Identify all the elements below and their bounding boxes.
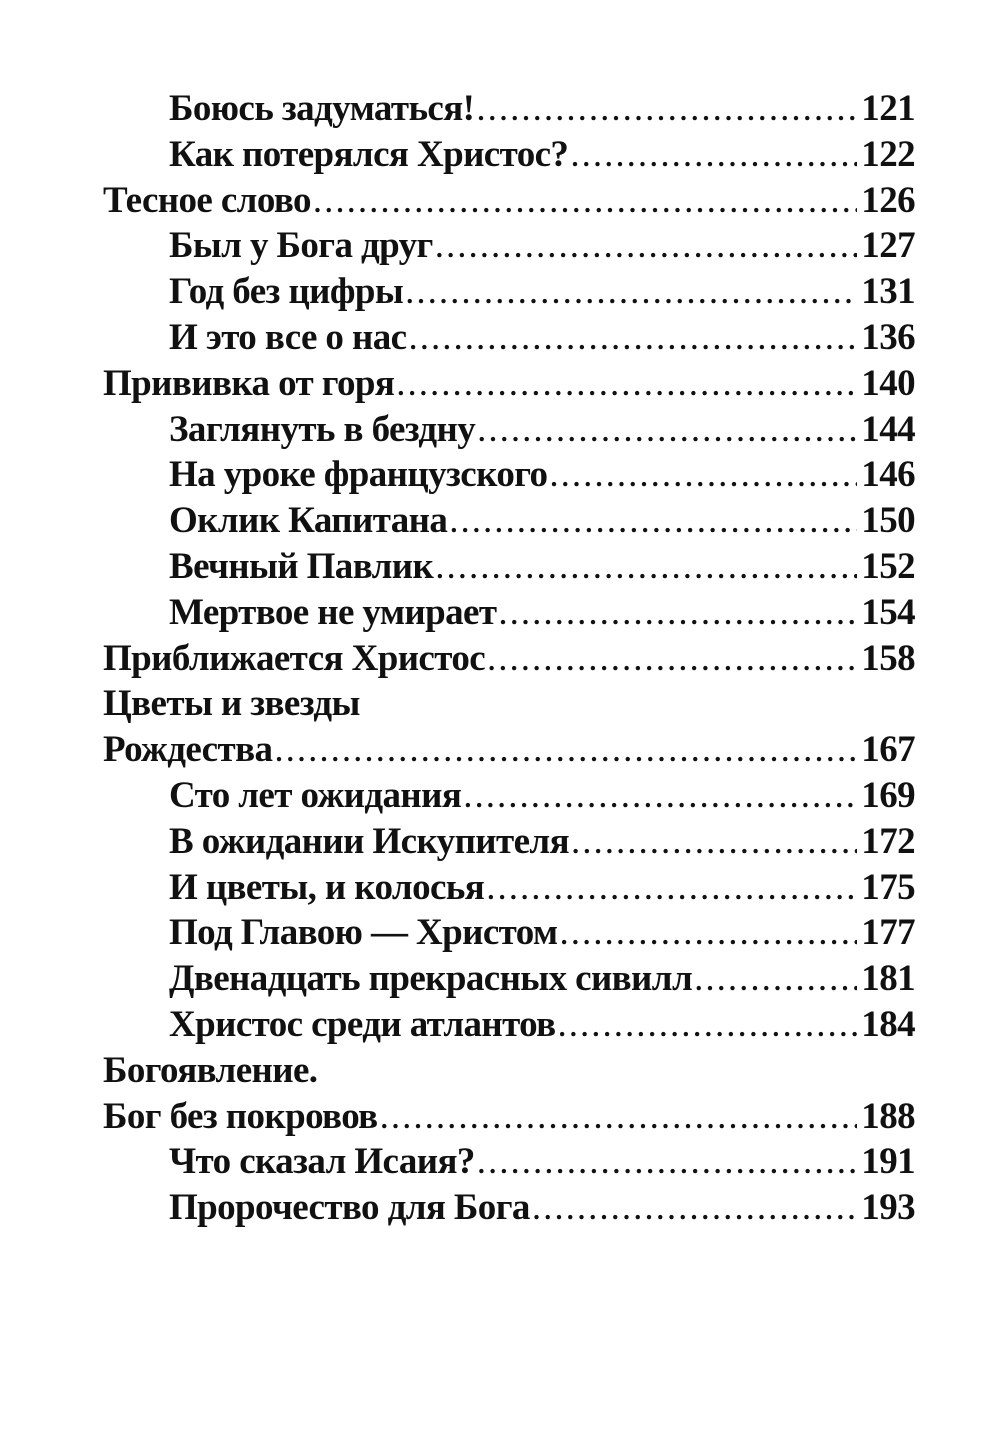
- toc-entry-title: Приближается Христос: [103, 637, 486, 679]
- toc-entry-title: Сто лет ожидания: [169, 774, 462, 816]
- toc-entry[interactable]: [103, 865, 915, 911]
- dot-leader: [313, 178, 857, 224]
- toc-entry-page: 140: [861, 362, 915, 404]
- toc-entry-page: 122: [861, 133, 915, 175]
- toc-entry-title: Рождества: [103, 729, 273, 771]
- toc-entry[interactable]: [103, 590, 915, 636]
- dot-leader: [487, 636, 857, 682]
- toc-entry-title: Христос среди атлантов: [169, 1003, 556, 1045]
- toc-entry[interactable]: [103, 407, 915, 453]
- dot-leader: [274, 727, 857, 773]
- dot-leader: [405, 269, 857, 315]
- toc-entry-page: 188: [861, 1095, 915, 1137]
- toc-entry-page: 191: [861, 1141, 915, 1183]
- toc-entry-title: Богоявление.: [103, 1049, 318, 1091]
- toc-entry-page: 193: [861, 1187, 915, 1229]
- toc-entry-page: 121: [861, 88, 915, 129]
- toc-entry-page: 127: [861, 225, 915, 267]
- toc-entry[interactable]: [103, 269, 915, 315]
- toc-entry-title: Вечный Павлик: [169, 545, 434, 587]
- dot-leader: [570, 132, 857, 178]
- toc-entry-title: Был у Бога друг: [169, 225, 433, 267]
- toc-entry-title: В ожидании Искупителя: [169, 820, 569, 862]
- toc-entry-page: 152: [861, 545, 915, 587]
- toc-entry[interactable]: [103, 223, 915, 269]
- toc-entry[interactable]: [103, 773, 915, 819]
- toc-entry-page: 136: [861, 316, 915, 358]
- toc-entry-title: Двенадцать прекрасных сивилл: [169, 958, 693, 1000]
- dot-leader: [532, 1185, 857, 1231]
- toc-entry[interactable]: [103, 956, 915, 1002]
- toc-entry[interactable]: [103, 498, 915, 544]
- toc-entry-page: 181: [861, 958, 915, 1000]
- dot-leader: [549, 452, 857, 498]
- dot-leader: [396, 361, 857, 407]
- toc-entry[interactable]: [103, 1139, 915, 1185]
- toc-entry-title: Заглянуть в бездну: [169, 408, 476, 450]
- dot-leader: [476, 86, 857, 132]
- toc-entry[interactable]: [103, 315, 915, 361]
- toc-entry[interactable]: [103, 681, 915, 727]
- toc-entry-title: Мертвое не умирает: [169, 591, 497, 633]
- toc-entry-title: Боюсь задуматься!: [169, 88, 475, 129]
- toc-entry[interactable]: [103, 452, 915, 498]
- toc-entry-title: Бог без покровов: [103, 1095, 378, 1137]
- dot-leader: [498, 590, 857, 636]
- toc-entry-title: И цветы, и колосья: [169, 866, 485, 908]
- toc-entry[interactable]: [103, 1002, 915, 1048]
- toc-entry[interactable]: [103, 544, 915, 590]
- toc-entry-page: 150: [861, 500, 915, 542]
- toc-entry-page: 131: [861, 271, 915, 313]
- toc-entry-page: 177: [861, 912, 915, 954]
- toc-entry[interactable]: [103, 819, 915, 865]
- toc-entry[interactable]: [103, 361, 915, 407]
- toc-entry[interactable]: [103, 636, 915, 682]
- dot-leader: [449, 498, 857, 544]
- dot-leader: [477, 1139, 858, 1185]
- toc-entry[interactable]: [103, 86, 915, 132]
- toc-entry-page: 144: [861, 408, 915, 450]
- toc-entry-page: 172: [861, 820, 915, 862]
- toc-entry-title: Тесное слово: [103, 179, 311, 221]
- dot-leader: [486, 865, 857, 911]
- toc-entry[interactable]: [103, 727, 915, 773]
- toc-entry-page: 146: [861, 454, 915, 496]
- dot-leader: [571, 819, 857, 865]
- toc-entry-title: Цветы и звезды: [103, 683, 360, 725]
- toc-entry-page: 154: [861, 591, 915, 633]
- toc-entry-title: Год без цифры: [169, 271, 404, 313]
- dot-leader: [477, 407, 857, 453]
- toc-entry-title: На уроке французского: [169, 454, 548, 496]
- toc-entry-page: 169: [861, 774, 915, 816]
- toc-entry-title: Прививка от горя: [103, 362, 395, 404]
- dot-leader: [435, 544, 857, 590]
- toc-entry-page: 184: [861, 1003, 915, 1045]
- toc-entry[interactable]: [103, 910, 915, 956]
- dot-leader: [558, 1002, 858, 1048]
- toc-entry[interactable]: [103, 132, 915, 178]
- toc-entry-title: Как потерялся Христос?: [169, 133, 569, 175]
- toc-entry-title: Оклик Капитана: [169, 500, 448, 542]
- dot-leader: [463, 773, 857, 819]
- toc-entry-title: Пророчество для Бога: [169, 1187, 530, 1229]
- toc-entry[interactable]: [103, 1185, 915, 1231]
- toc-entry-page: 126: [861, 179, 915, 221]
- toc-entry-title: И это все о нас: [169, 316, 407, 358]
- table-of-contents: [103, 86, 915, 1231]
- toc-entry[interactable]: [103, 1048, 915, 1094]
- dot-leader: [380, 1094, 858, 1140]
- toc-entry-page: 175: [861, 866, 915, 908]
- toc-entry-title: Что сказал Исаия?: [169, 1141, 475, 1183]
- dot-leader: [560, 910, 858, 956]
- toc-entry-page: 167: [861, 729, 915, 771]
- toc-entry-page: 158: [861, 637, 915, 679]
- dot-leader: [408, 315, 857, 361]
- dot-leader: [435, 223, 858, 269]
- toc-entry[interactable]: [103, 178, 915, 224]
- toc-entry-title: Под Главою — Христом: [169, 912, 558, 954]
- toc-entry[interactable]: [103, 1094, 915, 1140]
- dot-leader: [694, 956, 857, 1002]
